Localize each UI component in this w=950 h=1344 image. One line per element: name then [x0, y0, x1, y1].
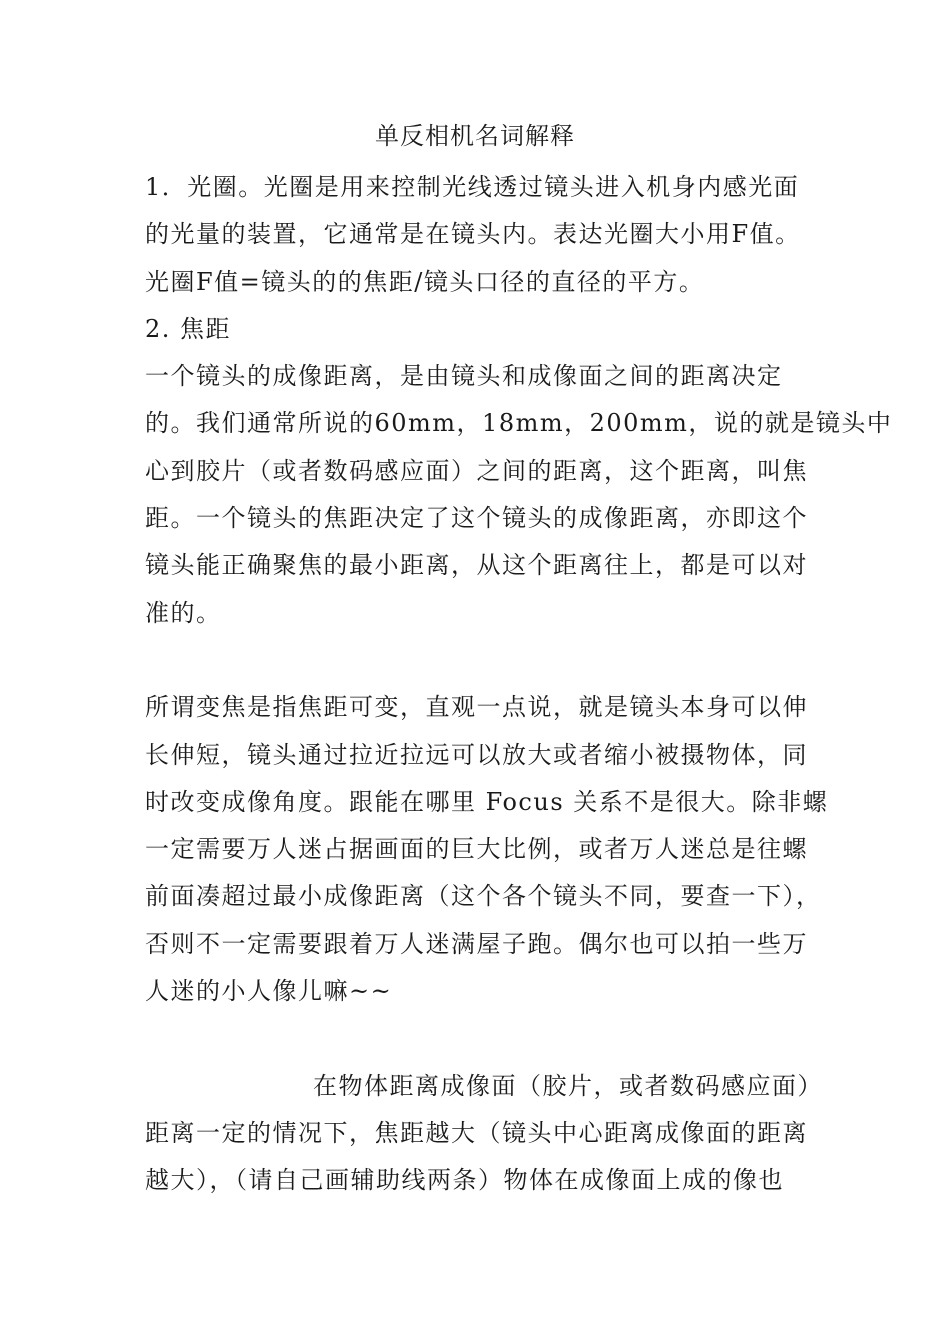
- paragraph-line: 否则不一定需要跟着万人迷满屋子跑。偶尔也可以拍一些万: [145, 929, 808, 958]
- paragraph-line: 长伸短，镜头通过拉近拉远可以放大或者缩小被摄物体，同: [145, 740, 808, 769]
- paragraph-line: 在物体距离成像面（胶片，或者数码感应面）: [313, 1071, 823, 1100]
- paragraph-line: 时改变成像角度。跟能在哪里 Focus 关系不是很大。除非螺: [145, 787, 829, 816]
- paragraph-line: 所谓变焦是指焦距可变，直观一点说，就是镜头本身可以伸: [145, 693, 808, 722]
- paragraph-spacer: [145, 1015, 810, 1062]
- paragraph-line: 心到胶片（或者数码感应面）之间的距离，这个距离，叫焦: [145, 456, 808, 485]
- document-title: 单反相机名词解释: [375, 122, 575, 150]
- paragraph-spacer: [145, 637, 810, 684]
- paragraph-line: 一定需要万人迷占据画面的巨大比例，或者万人迷总是往螺: [145, 835, 808, 864]
- paragraph-line: 准的。: [145, 598, 222, 627]
- paragraph-line: 人迷的小人像儿嘛~~: [145, 977, 393, 1006]
- paragraph-line: 的。我们通常所说的60mm，18mm，200mm，说的就是镜头中: [145, 409, 893, 438]
- paragraph-line: 的光量的装置，它通常是在镜头内。表达光圈大小用F值。: [145, 220, 801, 249]
- section-heading: 2. 焦距: [145, 314, 232, 343]
- paragraph-line: 1．光圈。光圈是用来控制光线透过镜头进入机身内感光面: [145, 173, 800, 201]
- paragraph-line: 距。一个镜头的焦距决定了这个镜头的成像距离，亦即这个: [145, 504, 808, 533]
- paragraph-line: 光圈F值=镜头的的焦距/镜头口径的直径的平方。: [145, 267, 705, 296]
- paragraph-line: 距离一定的情况下，焦距越大（镜头中心距离成像面的距离: [145, 1118, 808, 1147]
- paragraph-line: 前面凑超过最小成像距离（这个各个镜头不同，要查一下），: [145, 882, 822, 911]
- paragraph-line: 镜头能正确聚焦的最小距离，从这个距离往上，都是可以对: [145, 551, 808, 580]
- paragraph-line: 越大），（请自己画辅助线两条）物体在成像面上成的像也: [145, 1166, 784, 1195]
- document-body: [145, 164, 893, 1205]
- paragraph-line: 一个镜头的成像距离，是由镜头和成像面之间的距离决定: [145, 362, 783, 391]
